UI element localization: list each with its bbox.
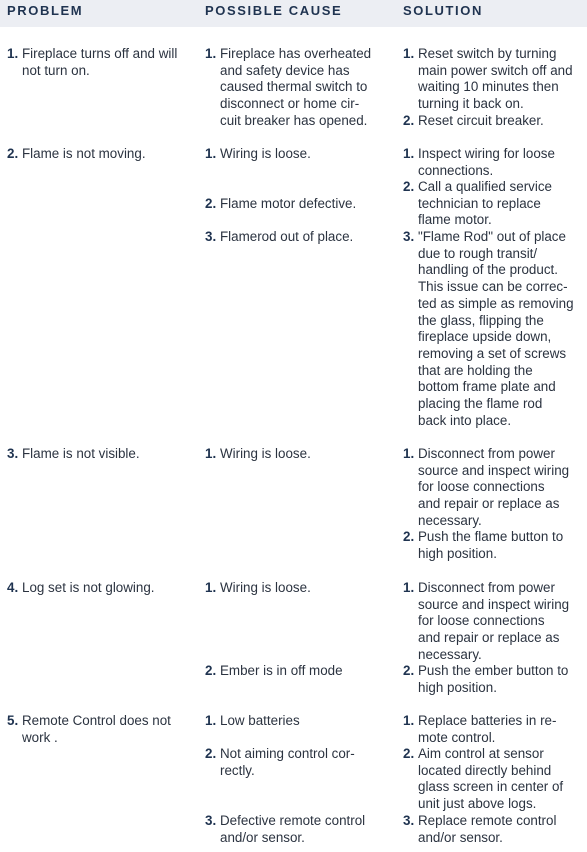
item-text <box>418 46 587 113</box>
text-line: for loose connections <box>418 479 545 495</box>
item-text <box>220 663 397 680</box>
item-text <box>22 446 199 463</box>
text-line: and repair or replace as <box>418 630 560 646</box>
item-text <box>22 146 199 163</box>
item-number: 1. <box>403 713 415 728</box>
text-line: technician to replace <box>418 195 541 211</box>
row-5-solution-3 <box>403 813 587 846</box>
item-number: 1. <box>403 146 415 161</box>
row-1-cause-1 <box>205 46 397 130</box>
text-line: Disconnect from power <box>418 446 555 461</box>
item-text <box>418 813 587 846</box>
item-number: 1. <box>7 46 19 61</box>
text-line: Disconnect from power <box>418 580 555 595</box>
text-line: high position. <box>418 545 497 561</box>
text-line: "Flame Rod" out of place <box>418 229 566 244</box>
row-5-cause-2 <box>205 746 397 779</box>
item-text <box>418 113 587 130</box>
text-line: Wiring is loose. <box>220 146 311 161</box>
row-4-solution-2 <box>403 663 587 696</box>
text-line: Flame is not moving. <box>22 146 146 161</box>
row-4-cause-1 <box>205 580 397 597</box>
item-number: 1. <box>205 146 217 161</box>
text-line: Wiring is loose. <box>220 580 311 595</box>
item-number: 1. <box>205 46 217 61</box>
text-line: This issue can be correc- <box>418 279 568 295</box>
item-text <box>220 746 397 779</box>
item-number: 1. <box>403 446 415 461</box>
text-line: not turn on. <box>22 62 90 78</box>
text-line: Log set is not glowing. <box>22 580 155 595</box>
text-line: and/or sensor. <box>220 829 305 845</box>
text-line: cuit breaker has opened. <box>220 112 368 128</box>
text-line: Flamerod out of place. <box>220 229 354 244</box>
text-line: Replace batteries in re- <box>418 713 557 728</box>
row-2-problem <box>7 146 199 163</box>
text-line: Fireplace has overheated <box>220 46 372 61</box>
item-number: 1. <box>205 446 217 461</box>
text-line: and repair or replace as <box>418 496 560 512</box>
text-line: turning it back on. <box>418 96 524 112</box>
text-line: handling of the product. <box>418 262 558 278</box>
text-line: Call a qualified service <box>418 179 552 194</box>
row-1-solution-2 <box>403 113 587 130</box>
item-text <box>220 813 397 846</box>
item-text <box>220 580 397 597</box>
row-2-cause-2 <box>205 196 397 213</box>
item-number: 3. <box>403 229 415 244</box>
item-number: 1. <box>205 713 217 728</box>
item-number: 5. <box>7 713 19 728</box>
item-text <box>418 179 587 229</box>
text-line: ted as simple as removing <box>418 295 574 311</box>
text-line: Fireplace turns off and will <box>22 46 178 61</box>
row-3-solution-2 <box>403 529 587 562</box>
row-2-solution-3 <box>403 229 587 429</box>
row-3-cause-1 <box>205 446 397 463</box>
text-line: that are holding the <box>418 362 533 378</box>
text-line: the glass, flipping the <box>418 312 544 328</box>
item-number: 3. <box>403 813 415 828</box>
row-4-problem <box>7 580 199 597</box>
row-2-cause-3 <box>205 229 397 246</box>
text-line: Push the flame button to <box>418 529 564 544</box>
item-number: 3. <box>205 813 217 828</box>
text-line: necessary. <box>418 512 482 528</box>
text-line: disconnect or home cir- <box>220 96 360 112</box>
text-line: due to rough transit/ <box>418 245 538 261</box>
item-number: 2. <box>205 663 217 678</box>
text-line: and safety device has <box>220 62 350 78</box>
text-line: Wiring is loose. <box>220 446 311 461</box>
text-line: glass screen in center of <box>418 779 564 795</box>
text-line: flame motor. <box>418 212 492 228</box>
item-number: 4. <box>7 580 19 595</box>
text-line: Reset circuit breaker. <box>418 113 544 128</box>
item-text <box>220 146 397 163</box>
item-text <box>418 580 587 664</box>
text-line: Replace remote control <box>418 813 557 828</box>
item-number: 3. <box>7 446 19 461</box>
item-number: 1. <box>403 46 415 61</box>
text-line: Remote Control does not <box>22 713 171 728</box>
item-text <box>418 529 587 562</box>
text-line: main power switch off and <box>418 62 573 78</box>
item-text <box>220 446 397 463</box>
text-line: Defective remote control <box>220 813 366 828</box>
text-line: caused thermal switch to <box>220 79 368 95</box>
row-5-solution-2 <box>403 746 587 813</box>
row-3-problem <box>7 446 199 463</box>
text-line: Aim control at sensor <box>418 746 544 761</box>
text-line: connections. <box>418 162 494 178</box>
text-line: Push the ember button to <box>418 663 569 678</box>
text-line: back into place. <box>418 412 512 428</box>
item-number: 3. <box>205 229 217 244</box>
text-line: source and inspect wiring <box>418 596 570 612</box>
item-number: 2. <box>403 663 415 678</box>
item-text <box>418 713 587 746</box>
item-number: 2. <box>403 179 415 194</box>
row-2-solution-2 <box>403 179 587 229</box>
text-line: necessary. <box>418 646 482 662</box>
item-number: 2. <box>205 196 217 211</box>
text-line: removing a set of screws <box>418 345 567 361</box>
text-line: high position. <box>418 679 497 695</box>
text-line: Low batteries <box>220 713 300 728</box>
item-text <box>418 146 587 179</box>
item-text <box>418 663 587 696</box>
text-line: and/or sensor. <box>418 829 503 845</box>
row-5-cause-1 <box>205 713 397 730</box>
row-5-solution-1 <box>403 713 587 746</box>
text-line: Ember is in off mode <box>220 663 343 678</box>
item-text <box>22 46 199 79</box>
item-text <box>22 580 199 597</box>
row-5-problem <box>7 713 199 746</box>
item-number: 2. <box>403 746 415 761</box>
item-text <box>220 713 397 730</box>
header-solution: SOLUTION <box>403 3 483 18</box>
item-number: 1. <box>403 580 415 595</box>
text-line: fireplace upside down, <box>418 329 552 345</box>
item-text <box>22 713 199 746</box>
text-line: Inspect wiring for loose <box>418 146 555 161</box>
text-line: Reset switch by turning <box>418 46 557 61</box>
text-line: located directly behind <box>418 762 552 778</box>
text-line: rectly. <box>220 762 255 778</box>
item-number: 2. <box>403 529 415 544</box>
item-number: 1. <box>205 580 217 595</box>
item-text <box>418 446 587 530</box>
row-2-cause-1 <box>205 146 397 163</box>
header-problem: PROBLEM <box>7 3 84 18</box>
item-number: 2. <box>205 746 217 761</box>
text-line: unit just above logs. <box>418 796 537 812</box>
item-number: 2. <box>7 146 19 161</box>
text-line: Not aiming control cor- <box>220 746 355 761</box>
row-1-problem <box>7 46 199 79</box>
text-line: mote control. <box>418 729 496 745</box>
item-text <box>418 746 587 813</box>
text-line: waiting 10 minutes then <box>418 79 559 95</box>
text-line: placing the flame rod <box>418 396 543 412</box>
item-number: 2. <box>403 113 415 128</box>
table-header <box>0 0 587 27</box>
header-possible-cause: POSSIBLE CAUSE <box>205 3 343 18</box>
row-3-solution-1 <box>403 446 587 530</box>
row-1-solution-1 <box>403 46 587 113</box>
item-text <box>418 229 587 429</box>
item-text <box>220 46 397 130</box>
text-line: work . <box>22 729 58 745</box>
item-text <box>220 196 397 213</box>
row-4-cause-2 <box>205 663 397 680</box>
text-line: Flame is not visible. <box>22 446 140 461</box>
item-text <box>220 229 397 246</box>
text-line: bottom frame plate and <box>418 379 556 395</box>
text-line: source and inspect wiring <box>418 462 570 478</box>
text-line: for loose connections <box>418 613 545 629</box>
row-4-solution-1 <box>403 580 587 664</box>
text-line: Flame motor defective. <box>220 196 357 211</box>
row-5-cause-3 <box>205 813 397 846</box>
row-2-solution-1 <box>403 146 587 179</box>
